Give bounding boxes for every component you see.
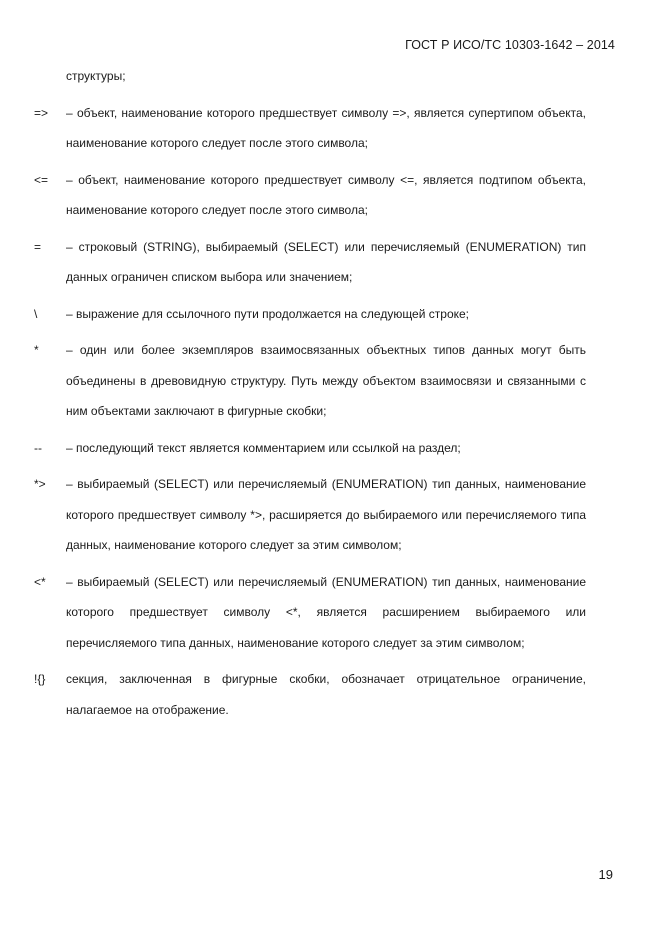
- definition-symbol: *>: [34, 477, 46, 491]
- definition-symbol: =>: [34, 105, 49, 120]
- definition-entry-supertype: [0, 98, 661, 159]
- definition-entry-equals: [0, 232, 661, 293]
- definition-entry-extension-of: [0, 567, 661, 659]
- continuation-entry: [0, 61, 661, 92]
- definition-symbol: <=: [34, 172, 49, 187]
- page-number: 19: [598, 867, 613, 882]
- definition-text: – один или более экземпляров взаимосвязанных объектных типов данных могут быть объединены в древовидную структуру. Путь между объектом взаимосвязи и связанными с ним объектами заключают в фигурные скобки;: [66, 343, 586, 418]
- definition-symbol: *: [34, 343, 39, 357]
- definition-entry-negative-constraint: [0, 664, 661, 725]
- definition-symbol: --: [34, 440, 42, 455]
- definition-text: – объект, наименование которого предшествует символу =>, является супертипом объекта, наименование которого следует после этого символа;: [66, 105, 586, 150]
- definition-text: – выражение для ссылочного пути продолжается на следующей строке;: [66, 306, 470, 321]
- definition-entry-subtype: [0, 165, 661, 226]
- definition-text: – строковый (STRING), выбираемый (SELECT) или перечисляемый (ENUMERATION) тип данных ограничен списком выбора или значением;: [66, 239, 586, 284]
- definition-symbol: =: [34, 239, 42, 254]
- definition-entry-comment: [0, 433, 661, 464]
- symbol-definitions: [0, 61, 661, 731]
- continuation-text: структуры;: [66, 69, 126, 83]
- definition-text: – выбираемый (SELECT) или перечисляемый (ENUMERATION) тип данных, наименование которого предшествует символу *>, расширяется до выбираемого или перечисляемого типа данных, наименование которого следует за этим символом;: [66, 477, 586, 552]
- definition-symbol: !{}: [34, 672, 46, 686]
- definition-text: секция, заключенная в фигурные скобки, обозначает отрицательное ограничение, налагаемое на отображение.: [66, 672, 586, 717]
- definition-text: – объект, наименование которого предшествует символу <=, является подтипом объекта, наименование которого следует после этого символа;: [66, 172, 586, 217]
- definition-symbol: \: [34, 306, 38, 321]
- page-header-standard-code: ГОСТ Р ИСО/ТС 10303-1642 – 2014: [405, 38, 615, 52]
- definition-entry-asterisk: [0, 335, 661, 427]
- definition-entry-extends: [0, 469, 661, 561]
- definition-text: – последующий текст является комментарием или ссылкой на раздел;: [66, 440, 461, 455]
- definition-symbol: <*: [34, 574, 46, 589]
- definition-text: – выбираемый (SELECT) или перечисляемый (ENUMERATION) тип данных, наименование которого предшествует символу <*, является расширением выбираемого или перечисляемого типа данных, наименование которого следует за этим символом;: [66, 574, 586, 650]
- definition-entry-backslash: [0, 299, 661, 330]
